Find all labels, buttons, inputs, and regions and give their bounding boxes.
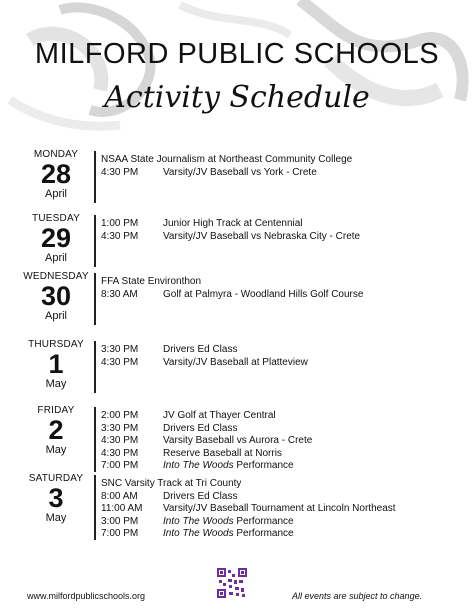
event-description: Varsity/JV Baseball vs Nebraska City - Crete — [163, 230, 361, 242]
date-label — [22, 340, 90, 390]
event-description: Drivers Ed Class — [163, 490, 238, 502]
event-description: Varsity/JV Baseball at Platteview — [163, 356, 308, 368]
day-number: 28 — [40, 159, 72, 189]
event-time: 11:00 AM — [101, 503, 143, 514]
event-description: JV Golf at Thayer Central — [163, 410, 276, 421]
event-time: 4:30 PM — [101, 447, 139, 459]
event-description: Varsity/JV Baseball vs York - Crete — [163, 166, 317, 178]
day-number: 30 — [40, 281, 72, 311]
event-title-italic: Into The Woods — [163, 515, 234, 527]
event-description: Drivers Ed Class — [163, 344, 238, 355]
event-description: Reserve Baseball at Norris — [163, 447, 282, 459]
weekday-label: MONDAY — [33, 149, 79, 160]
event-time: 2:00 PM — [101, 410, 139, 421]
event-time: 3:00 PM — [101, 515, 139, 527]
weekday-label: WEDNESDAY — [23, 271, 89, 282]
month-label: April — [44, 188, 67, 200]
event-title-italic: Into The Woods — [163, 528, 234, 539]
schedule — [0, 150, 474, 570]
divider-line — [94, 273, 96, 325]
event-description: FFA State Environthon — [101, 276, 202, 287]
date-label — [22, 474, 90, 524]
event-description — [163, 528, 294, 539]
date-label — [22, 214, 90, 264]
event-time: 3:30 PM — [101, 422, 139, 434]
event-description: SNC Varsity Track at Tri County — [101, 478, 242, 489]
event-time: 8:00 AM — [101, 490, 138, 502]
event-time: 8:30 AM — [101, 288, 138, 300]
event-time: 4:30 PM — [101, 230, 139, 242]
weekday-label: TUESDAY — [32, 213, 80, 224]
page-title: MILFORD PUBLIC SCHOOLS — [34, 38, 440, 70]
page-subtitle: Activity Schedule — [104, 80, 370, 115]
event-description — [163, 460, 294, 471]
month-label: May — [45, 512, 67, 524]
disclaimer-note: All events are subject to change. — [292, 591, 423, 601]
event-description: Varsity Baseball vs Aurora - Crete — [163, 435, 313, 446]
weekday-label: FRIDAY — [37, 405, 75, 416]
date-label — [22, 272, 90, 322]
month-label: May — [45, 378, 67, 390]
month-label: April — [44, 310, 67, 322]
month-label: April — [44, 252, 67, 264]
event-time: 4:30 PM — [101, 356, 139, 368]
weekday-label: SATURDAY — [28, 473, 84, 484]
qr-code-icon — [217, 568, 247, 598]
month-label: May — [45, 444, 67, 456]
event-description: Varsity/JV Baseball Tournament at Lincoln Northeast — [163, 503, 396, 514]
day-number: 3 — [48, 483, 64, 513]
day-number: 2 — [48, 415, 64, 445]
divider-line — [94, 407, 96, 472]
divider-line — [94, 475, 96, 540]
date-label — [22, 406, 90, 456]
event-time: 4:30 PM — [101, 166, 139, 178]
event-description-tail: Performance — [233, 515, 294, 527]
event-time: 7:00 PM — [101, 528, 139, 539]
event-description-tail: Performance — [233, 528, 294, 539]
event-time: 1:00 PM — [101, 218, 139, 229]
event-description: NSAA State Journalism at Northeast Community College — [101, 154, 353, 165]
event-time: 3:30 PM — [101, 344, 139, 355]
date-label — [22, 150, 90, 200]
divider-line — [94, 341, 96, 393]
event-title-italic: Into The Woods — [163, 460, 234, 471]
website-url[interactable]: www.milfordpublicschools.org — [27, 591, 146, 601]
event-description: Drivers Ed Class — [163, 422, 238, 434]
weekday-label: THURSDAY — [28, 339, 84, 350]
divider-line — [94, 151, 96, 203]
event-time: 7:00 PM — [101, 460, 139, 471]
event-description: Golf at Palmyra - Woodland Hills Golf Course — [163, 288, 364, 300]
day-number: 1 — [48, 349, 64, 379]
event-time: 4:30 PM — [101, 435, 139, 446]
event-description-tail: Performance — [233, 460, 294, 471]
event-description — [163, 516, 294, 527]
divider-line — [94, 215, 96, 267]
event-description: Junior High Track at Centennial — [163, 218, 303, 229]
day-number: 29 — [40, 223, 72, 253]
